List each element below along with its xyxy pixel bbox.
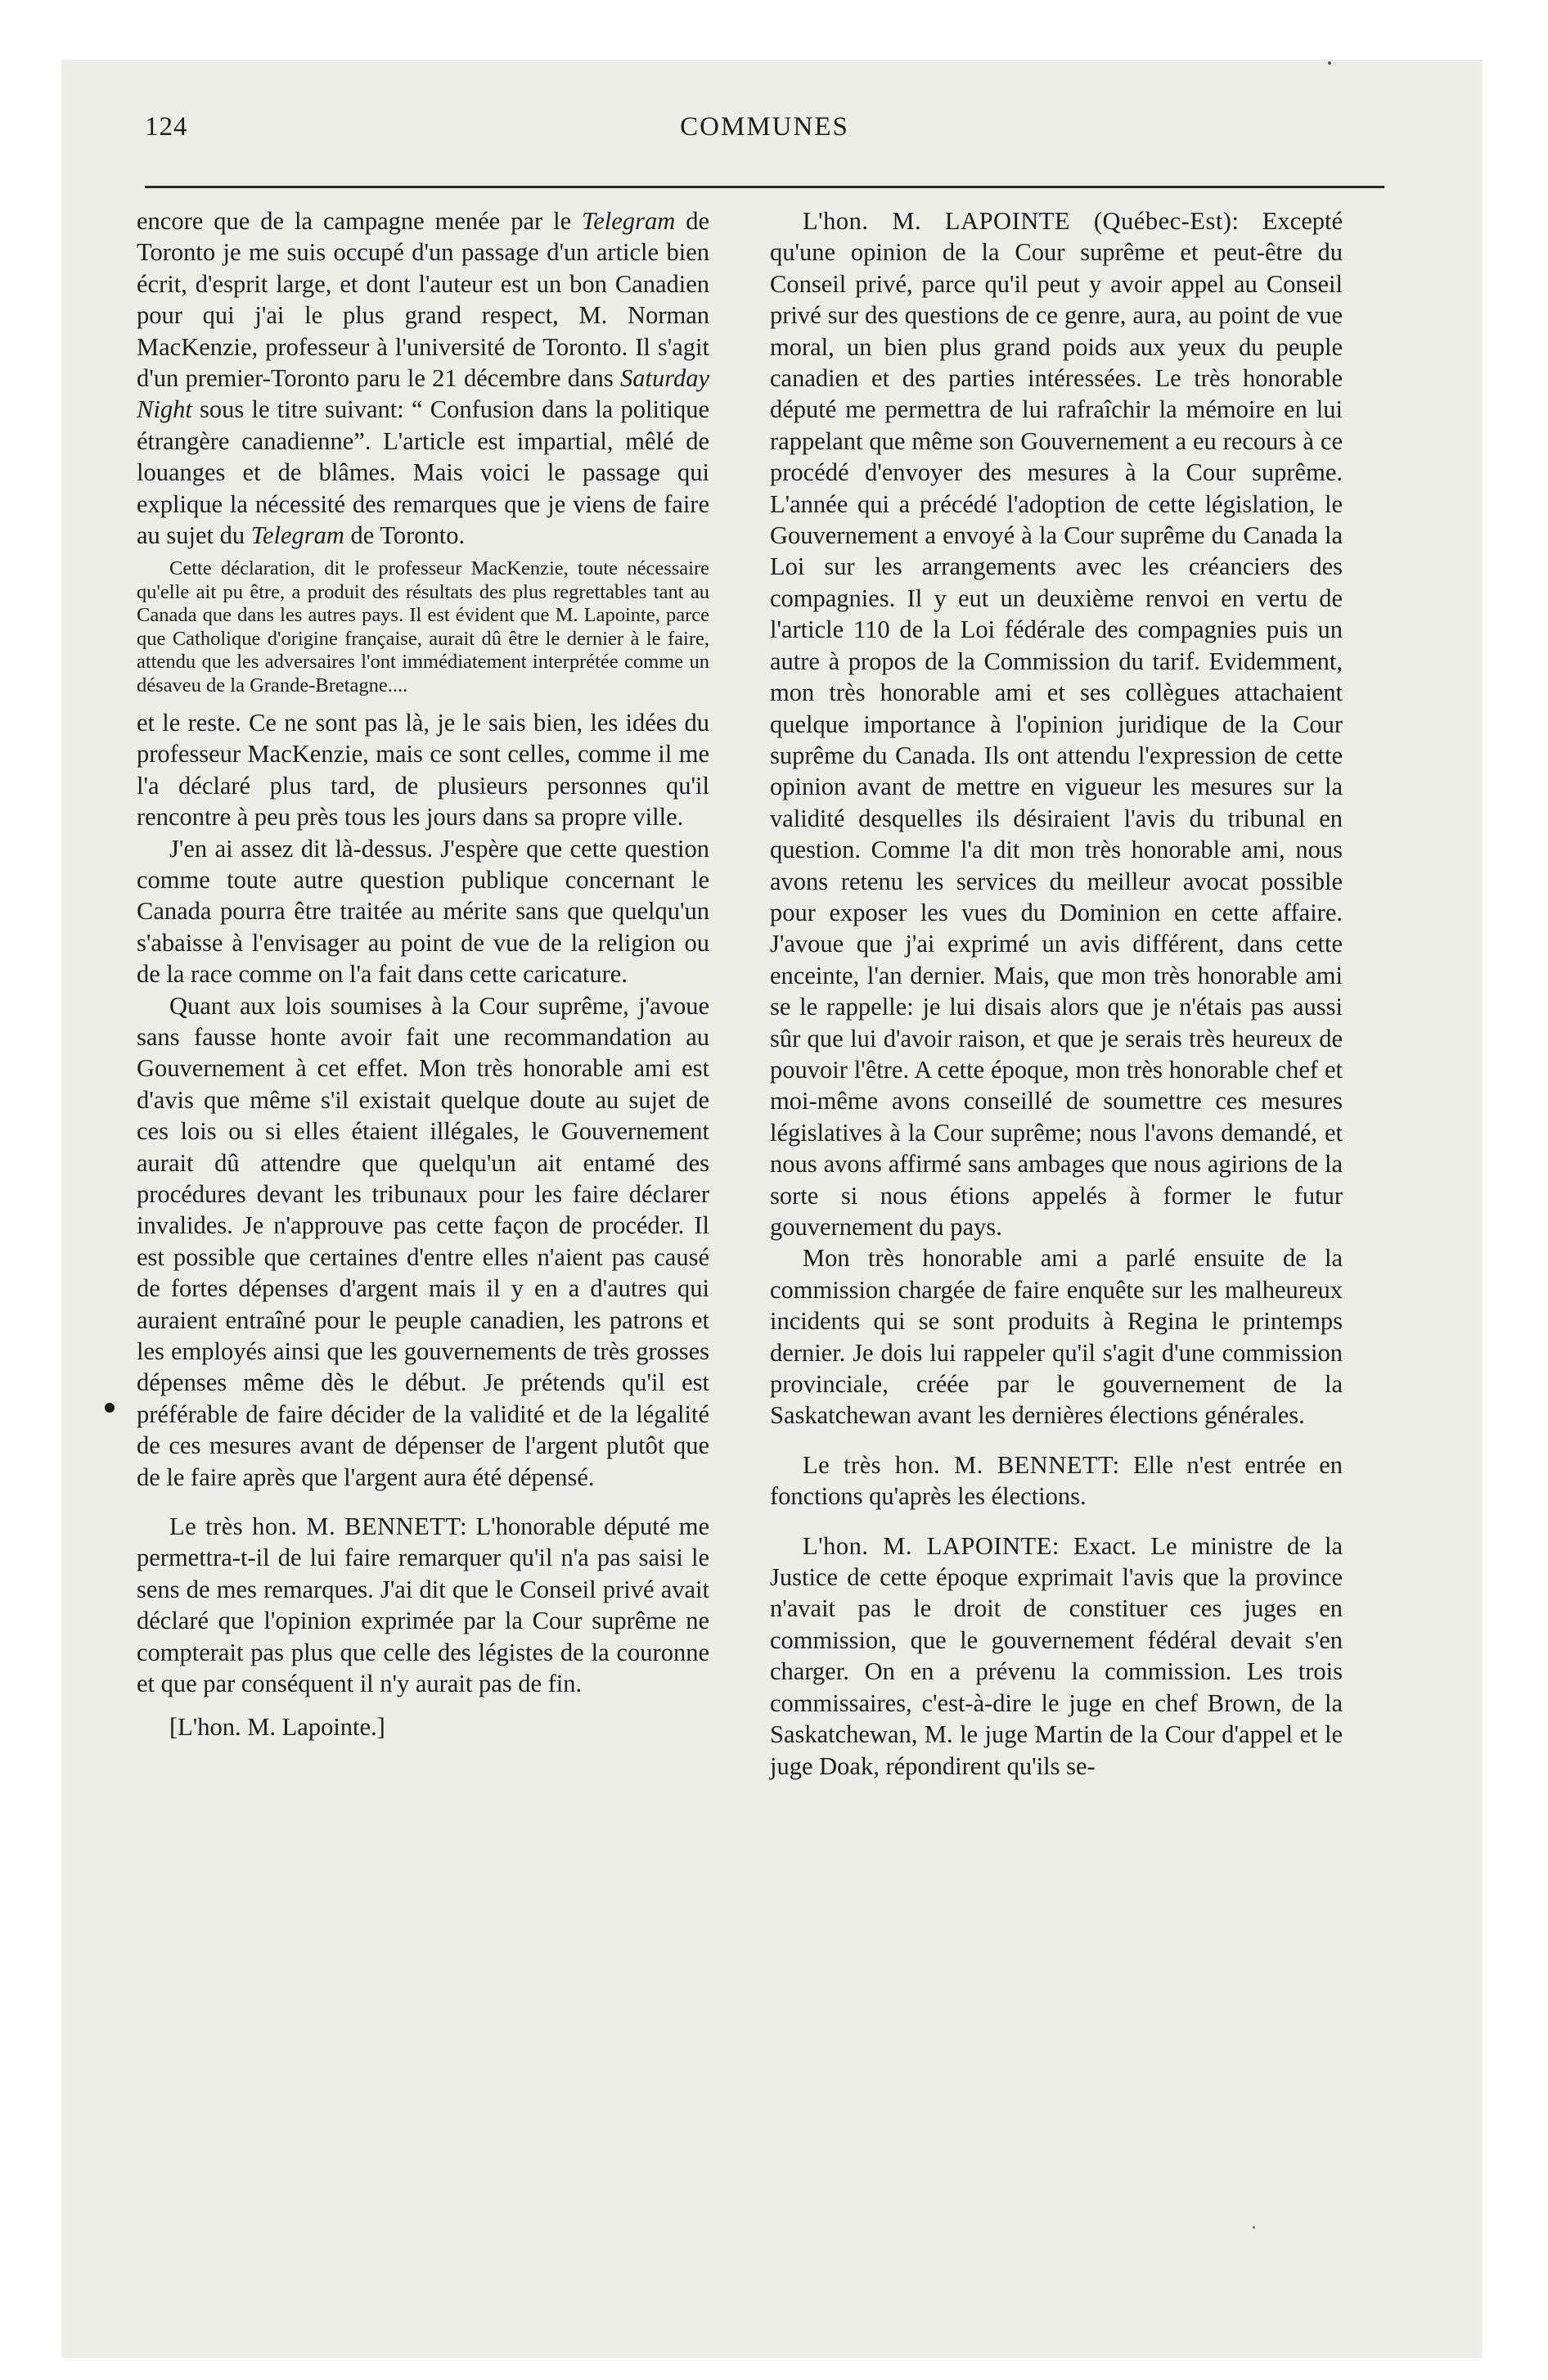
publication-title: Saturday Night — [137, 364, 709, 424]
paragraph: Quant aux lois soumises à la Cour suprême, j'avoue sans fausse honte avoir fait une recommandation au Gouvernement à cet effet. Mon très honorable ami est d'avis que même s'il existait quelque doute au sujet de ces lois ou si elles étaient illégales, le Gouvernement aurait dû attendre que quelqu'un ait entamé des procédures devant les tribunaux pour les faire déclarer invalides. Je n'approuve pas cette façon de procéder. Il est possible que certaines d'entre elles n'aient pas causé de fortes dépenses d'argent mais il y en a d'autres qui auraient entraîné pour le peuple canadien, les patrons et les employés ainsi que les gouvernements de très grosses dépenses même dès le début. Je prétends qu'il est préférable de faire décider de la validité et de la légalité de ces mesures avant de dépenser de l'argent plutôt que de le faire après que l'argent aura été dépensé. — [137, 991, 709, 1491]
speech — [137, 1511, 709, 1699]
speech — [770, 1449, 1343, 1512]
right-column — [770, 205, 1343, 1782]
publication-title: Telegram — [250, 521, 344, 550]
page-number: 124 — [145, 112, 188, 142]
margin-bullet-icon — [105, 1403, 115, 1413]
text-run: sous le titre suivant: “ Confusion dans la politique étrangère canadienne”. L'article est impartial, mêlé de louanges et de blâmes. Mais voici le passage qui explique la nécessité des remarques que je viens de faire au sujet du — [137, 395, 709, 550]
speech-text: Elle n'est entrée en fonctions qu'après les élections. — [770, 1450, 1343, 1511]
paragraph: Mon très honorable ami a parlé ensuite de la commission chargée de faire enquête sur les malheureux incidents qui se sont produits à Regina le printemps dernier. Je dois lui rappeler qu'il s'agit d'une commission provinciale, créée par le gouvernement de la Saskatchewan avant les dernières élections générales. — [770, 1244, 1343, 1430]
speaker-name: Le très hon. M. BENNETT: — [169, 1512, 467, 1541]
speaker-name: L'hon. M. LAPOINTE (Québec-Est): — [803, 207, 1240, 235]
speaker-name: Le très hon. M. BENNETT: — [803, 1450, 1120, 1479]
speaker-name: L'hon. M. LAPOINTE: — [803, 1531, 1060, 1560]
speech-text: L'honorable député me permettra-t-il de lui faire remarquer qu'il n'a pas saisi le sens de mes remarques. J'ai dit que le Conseil privé avait déclaré que l'opinion exprimée par la Cour suprême ne compterait pas plus que celle des légistes de la couronne et que par conséquent il n'y aurait pas de fin. — [137, 1512, 709, 1698]
publication-title: Telegram — [582, 207, 676, 235]
speech — [770, 205, 1343, 1242]
paragraph: J'en ai assez dit là-dessus. J'espère que cette question comme toute autre question publique concernant le Canada pourra être traitée au mérite sans que quelqu'un s'abaisse à l'envisager au point de vue de la religion ou de la race comme on l'a fait dans cette caricature. — [137, 834, 709, 989]
text-run: de Toronto. — [344, 521, 466, 550]
block-quote: Cette déclaration, dit le professeur MacKenzie, toute nécessaire qu'elle ait pu être, a produit des résultats des plus regrettables tant au Canada que dans les autres pays. Il est évident que M. Lapointe, parce que Catholique d'origine française, aurait dû être le dernier à le faire, attendu que les adversaires l'ont immédiatement interprétée comme un désaveu de la Grande-Bretagne.... — [137, 557, 709, 696]
speech — [770, 1530, 1343, 1782]
text-run: encore que de la campagne menée par le — [137, 207, 583, 235]
attribution: [L'hon. M. Lapointe.] — [169, 1712, 385, 1741]
text-run: de Toronto je me suis occupé d'un passage d'un article bien écrit, d'esprit large, et dont l'auteur est un bon Canadien pour qui j'ai le plus grand respect, M. Norman MacKenzie, professeur à l'université de Toronto. Il s'agit d'un premier-Toronto paru le 21 décembre dans — [137, 207, 709, 393]
page-header — [145, 112, 1384, 155]
left-column — [137, 205, 709, 1742]
running-head: COMMUNES — [680, 112, 849, 142]
header-rule — [145, 186, 1384, 188]
speech-text: Excepté qu'une opinion de la Cour suprême et peut-être du Conseil privé, parce qu'il peut y avoir appel au Conseil privé sur des questions de ce genre, aura, au point de vue moral, un bien plus grand poids aux yeux du peuple canadien et des parties intéressées. Le très honorable député me permettra de lui rafraîchir la mémoire en lui rappelant que même son Gouvernement a eu recours à ce procédé d'envoyer des mesures à la Cour suprême. L'année qui a précédé l'adoption de cette législation, le Gouvernement a envoyé à la Cour suprême du Canada la Loi sur les arrangements avec les créanciers des compagnies. Il y eut un deuxième renvoi en vertu de l'article 110 de la Loi fédérale des compagnies puis un autre à propos de la Commission du tarif. Evidemment, mon très honorable ami et ses collègues attachaient quelque importance à l'opinion juridique de la Cour suprême du Canada. Ils ont attendu l'expression de cette opinion avant de mettre en vigueur les mesures sur la validité desquelles ils désiraient l'avis du tribunal en question. Comme l'a dit mon très honorable ami, nous avons retenu les services du meilleur avocat possible pour exposer les vues du Dominion en cette affaire. J'avoue que j'ai exprimé un avis différent, dans cette enceinte, l'an dernier. Mais, que mon très honorable ami se le rappelle: je lui disais alors que je n'étais pas aussi sûr que lui d'avoir raison, et que je serais très heureux de pouvoir l'être. A cette époque, mon très honorable chef et moi-même avons conseillé de soumettre ces mesures législatives à la Cour suprême; nous l'avons demandé, et nous avons affirmé sans ambages que nous agirions de la sorte si nous étions appelés à former le futur gouvernement du pays. — [770, 207, 1343, 1241]
paragraph: et le reste. Ce ne sont pas là, je le sais bien, les idées du professeur MacKenzie, mais ce sont celles, comme il me l'a déclaré plus tard, de plusieurs personnes qu'il rencontre à peu près tous les jours dans sa propre ville. — [137, 708, 709, 832]
speech-text: Exact. Le ministre de la Justice de cette époque exprimait l'avis que la province n'avait pas le droit de constituer ces juges en commission, que le gouvernement fédéral devait s'en charger. On en a prévenu la commission. Les trois commissaires, c'est-à-dire le juge en chef Brown, de la Saskatchewan, M. le juge Martin de la Cour d'appel et le juge Doak, répondirent qu'ils se- — [770, 1531, 1343, 1780]
paragraph — [137, 205, 709, 551]
